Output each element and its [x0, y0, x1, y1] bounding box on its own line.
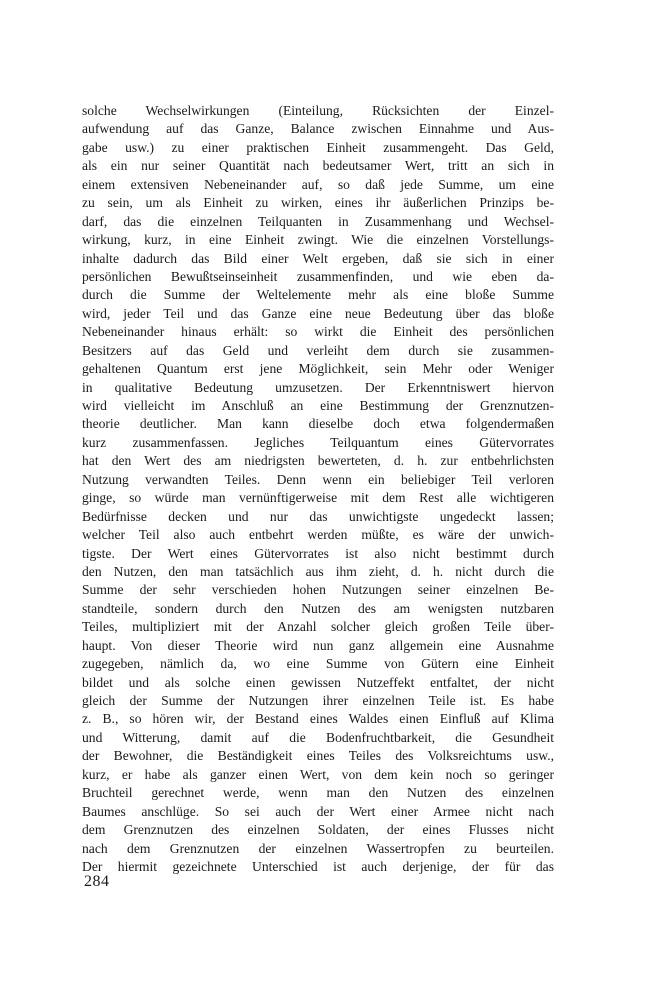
- text-line: kurz, er habe als ganzer einen Wert, von dem kein noch so geringer: [82, 766, 554, 782]
- text-line: wird vielleicht im Anschluß an eine Bestimmung der Grenznutzen-: [82, 398, 554, 413]
- text-line: gleich der Summe der Nutzungen ihrer einzelnen Teile ist. Es habe: [82, 693, 554, 708]
- text-line: ginge, so würde man vernünftigerweise mit dem Rest alle wichtigeren: [82, 490, 554, 506]
- text-line: als ein nur seiner Quantität nach bedeutsamer Wert, tritt an sich in: [82, 158, 554, 174]
- text-line: zugegeben, nämlich da, wo eine Summe von Gütern eine Einheit: [82, 656, 554, 672]
- text-line: zu sein, um als Einheit zu wirken, eines ihr äußerlichen Prinzips be-: [82, 195, 554, 211]
- text-line: dem Grenznutzen des einzelnen Soldaten, der eines Flusses nicht: [82, 822, 554, 838]
- text-line: gehaltenen Quantum erst jene Möglichkeit, sein Mehr oder Weniger: [82, 361, 554, 377]
- text-line: Nebeneinander hinaus erhält: so wirkt die Einheit des persönlichen: [82, 324, 554, 340]
- text-line: kurz zusammenfassen. Jegliches Teilquantum eines Gütervorrates: [82, 434, 554, 450]
- text-line: Bruchteil gerechnet werde, wenn man den Nutzen des einzelnen: [82, 785, 554, 801]
- text-line: wird, jeder Teil und das Ganze eine neue Bedeutung über das bloße: [82, 305, 554, 321]
- body-text: [82, 102, 554, 876]
- text-line: Besitzers auf das Geld und verleiht dem durch sie zusammen-: [82, 342, 554, 358]
- text-line: in qualitative Bedeutung umzusetzen. Der Erkenntniswert hiervon: [82, 379, 554, 395]
- text-line: darf, das die einzelnen Teilquanten in Zusammenhang und Wechsel-: [82, 213, 554, 229]
- text-line: welcher Teil also auch entbehrt werden müßte, es wäre der unwich-: [82, 527, 554, 543]
- text-line: standteile, sondern durch den Nutzen des am wenigsten nutzbaren: [82, 600, 554, 616]
- text-line: Nutzung verwandten Teiles. Denn wenn ein beliebiger Teil verloren: [82, 471, 554, 487]
- text-line: wirkung, kurz, in eine Einheit zwingt. Wie die einzelnen Vorstellungs-: [82, 232, 554, 248]
- text-line: durch die Summe der Weltelemente mehr als eine bloße Summe: [82, 287, 554, 303]
- text-line: z. B., so hören wir, der Bestand eines Waldes einen Einfluß auf Klima: [82, 711, 554, 727]
- text-line: Baumes anschlüge. So sei auch der Wert einer Armee nicht nach: [82, 803, 554, 819]
- text-line: solche Wechselwirkungen (Einteilung, Rücksichten der Einzel-: [82, 103, 554, 118]
- text-line: Teiles, multipliziert mit der Anzahl solcher gleich großen Teile über-: [82, 619, 554, 635]
- text-line: theorie deutlicher. Man kann dieselbe doch etwa folgendermaßen: [82, 416, 554, 432]
- text-line: persönlichen Bewußtseinseinheit zusammenfinden, und wie eben da-: [82, 268, 554, 284]
- text-line: aufwendung auf das Ganze, Balance zwischen Einnahme und Aus-: [82, 121, 554, 137]
- text-line: Bedürfnisse decken und nur das unwichtigste ungedeckt lassen;: [82, 508, 554, 524]
- text-line: gabe usw.) zu einer praktischen Einheit zusammengeht. Das Geld,: [82, 139, 554, 155]
- text-line: einem extensiven Nebeneinander auf, so daß jede Summe, um eine: [82, 176, 554, 192]
- text-line: nach dem Grenznutzen der einzelnen Wassertropfen zu beurteilen.: [82, 840, 554, 856]
- text-line: Der hiermit gezeichnete Unterschied ist auch derjenige, der für das: [82, 858, 554, 874]
- text-line: und Witterung, damit auf die Bodenfruchtbarkeit, die Gesundheit: [82, 729, 554, 745]
- text-line: inhalte dadurch das Bild einer Welt ergeben, daß sie sich in einer: [82, 250, 554, 266]
- text-line: tigste. Der Wert eines Gütervorrates ist also nicht bestimmt durch: [82, 545, 554, 561]
- text-line: Summe der sehr verschieden hohen Nutzungen seiner einzelnen Be-: [82, 582, 554, 598]
- text-line: den Nutzen, den man tatsächlich aus ihm zieht, d. h. nicht durch die: [82, 563, 554, 579]
- text-line: der Bewohner, die Beständigkeit eines Teiles des Volksreichtums usw.,: [82, 748, 554, 764]
- text-line: bildet und als solche einen gewissen Nutzeffekt entfaltet, der nicht: [82, 674, 554, 690]
- text-line: hat den Wert des am niedrigsten bewerteten, d. h. zur entbehrlichsten: [82, 453, 554, 469]
- page-number: 284: [84, 873, 110, 890]
- text-line: haupt. Von dieser Theorie wird nun ganz allgemein eine Ausnahme: [82, 637, 554, 653]
